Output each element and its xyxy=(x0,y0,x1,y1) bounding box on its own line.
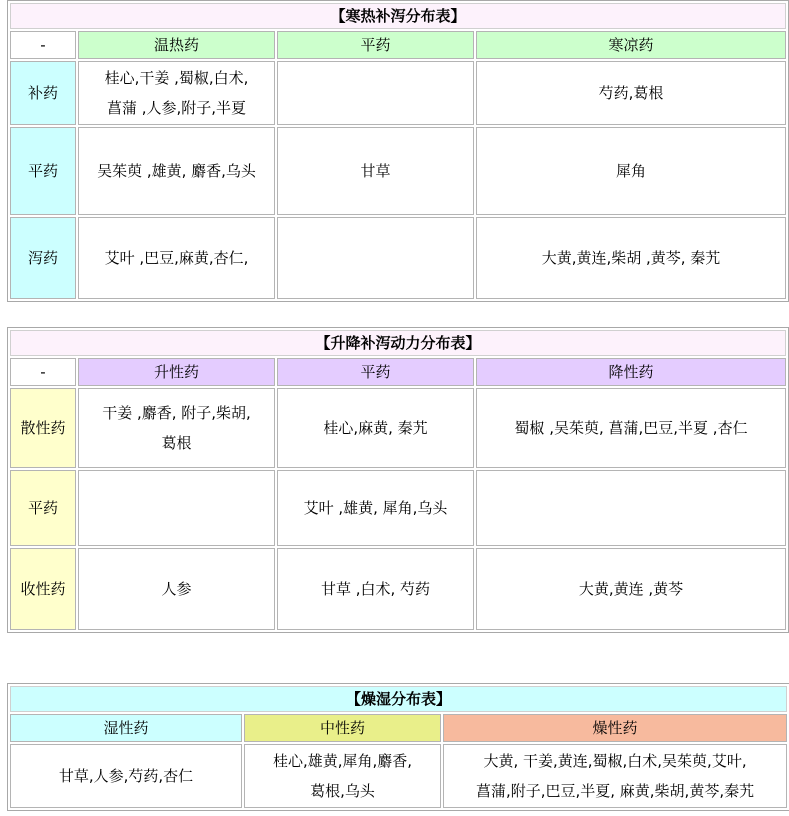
table2-row-header-neutral: 平药 xyxy=(10,470,76,546)
table2-col-header-ascending: 升性药 xyxy=(78,358,275,386)
table-cell: 芍药,葛根 xyxy=(476,61,786,125)
table-cell: 干姜 ,麝香, 附子,柴胡, 葛根 xyxy=(78,388,275,468)
table-row xyxy=(10,744,787,808)
table-cell xyxy=(277,217,474,299)
table-cell: 吴茱萸 ,雄黄, 麝香,乌头 xyxy=(78,127,275,215)
table1-row-header-neutral: 平药 xyxy=(10,127,76,215)
table-cell: 甘草,人参,芍药,杏仁 xyxy=(10,744,242,808)
table2-row-header-dispersing: 散性药 xyxy=(10,388,76,468)
table3-col-header-wet: 湿性药 xyxy=(10,714,242,742)
table-cell: 大黄,黄连,柴胡 ,黄芩, 秦艽 xyxy=(476,217,786,299)
table1-row-header-tonify: 补药 xyxy=(10,61,76,125)
table-cell: 大黄,黄连 ,黄芩 xyxy=(476,548,786,630)
table2-title: 【升降补泻动力分布表】 xyxy=(10,330,786,356)
table2-col-header-descending: 降性药 xyxy=(476,358,786,386)
table-cell: 艾叶 ,巴豆,麻黄,杏仁, xyxy=(78,217,275,299)
table-cell: 蜀椒 ,吴茱萸, 菖蒲,巴豆,半夏 ,杏仁 xyxy=(476,388,786,468)
table1-title: 【寒热补泻分布表】 xyxy=(10,3,786,29)
table-cell: 桂心,雄黄,犀角,麝香, 葛根,乌头 xyxy=(244,744,441,808)
table1-col-header-neutral: 平药 xyxy=(277,31,474,59)
cold-hot-tonify-purge-table xyxy=(7,0,789,302)
table-row xyxy=(10,217,786,299)
table-cell: 人参 xyxy=(78,548,275,630)
table-row xyxy=(10,388,786,468)
table-row xyxy=(10,127,786,215)
table3-col-header-neutral: 中性药 xyxy=(244,714,441,742)
table-cell: 桂心,干姜 ,蜀椒,白术, 菖蒲 ,人参,附子,半夏 xyxy=(78,61,275,125)
table1-col-header-cold-cool: 寒凉药 xyxy=(476,31,786,59)
table-cell: 大黄, 干姜,黄连,蜀椒,白术,吴茱萸,艾叶, 菖蒲,附子,巴豆,半夏, 麻黄,柴胡,黄芩,秦艽 xyxy=(443,744,787,808)
table-cell: 艾叶 ,雄黄, 犀角,乌头 xyxy=(277,470,474,546)
dry-wet-distribution-table xyxy=(7,683,789,811)
table-cell: 甘草 ,白术, 芍药 xyxy=(277,548,474,630)
table-row xyxy=(10,470,786,546)
table-cell: 桂心,麻黄, 秦艽 xyxy=(277,388,474,468)
table-row xyxy=(10,61,786,125)
table-cell xyxy=(476,470,786,546)
table2-corner-cell: - xyxy=(10,358,76,386)
table3-title: 【燥湿分布表】 xyxy=(10,686,787,712)
ascend-descend-dynamics-table xyxy=(7,327,789,633)
table-cell xyxy=(277,61,474,125)
table1-corner-cell: - xyxy=(10,31,76,59)
table-cell: 甘草 xyxy=(277,127,474,215)
table2-col-header-neutral: 平药 xyxy=(277,358,474,386)
table3-col-header-dry: 燥性药 xyxy=(443,714,787,742)
table1-row-header-purge: 泻药 xyxy=(10,217,76,299)
table-row xyxy=(10,548,786,630)
table-cell: 犀角 xyxy=(476,127,786,215)
table2-row-header-astringing: 收性药 xyxy=(10,548,76,630)
table1-col-header-warm-hot: 温热药 xyxy=(78,31,275,59)
table-cell xyxy=(78,470,275,546)
